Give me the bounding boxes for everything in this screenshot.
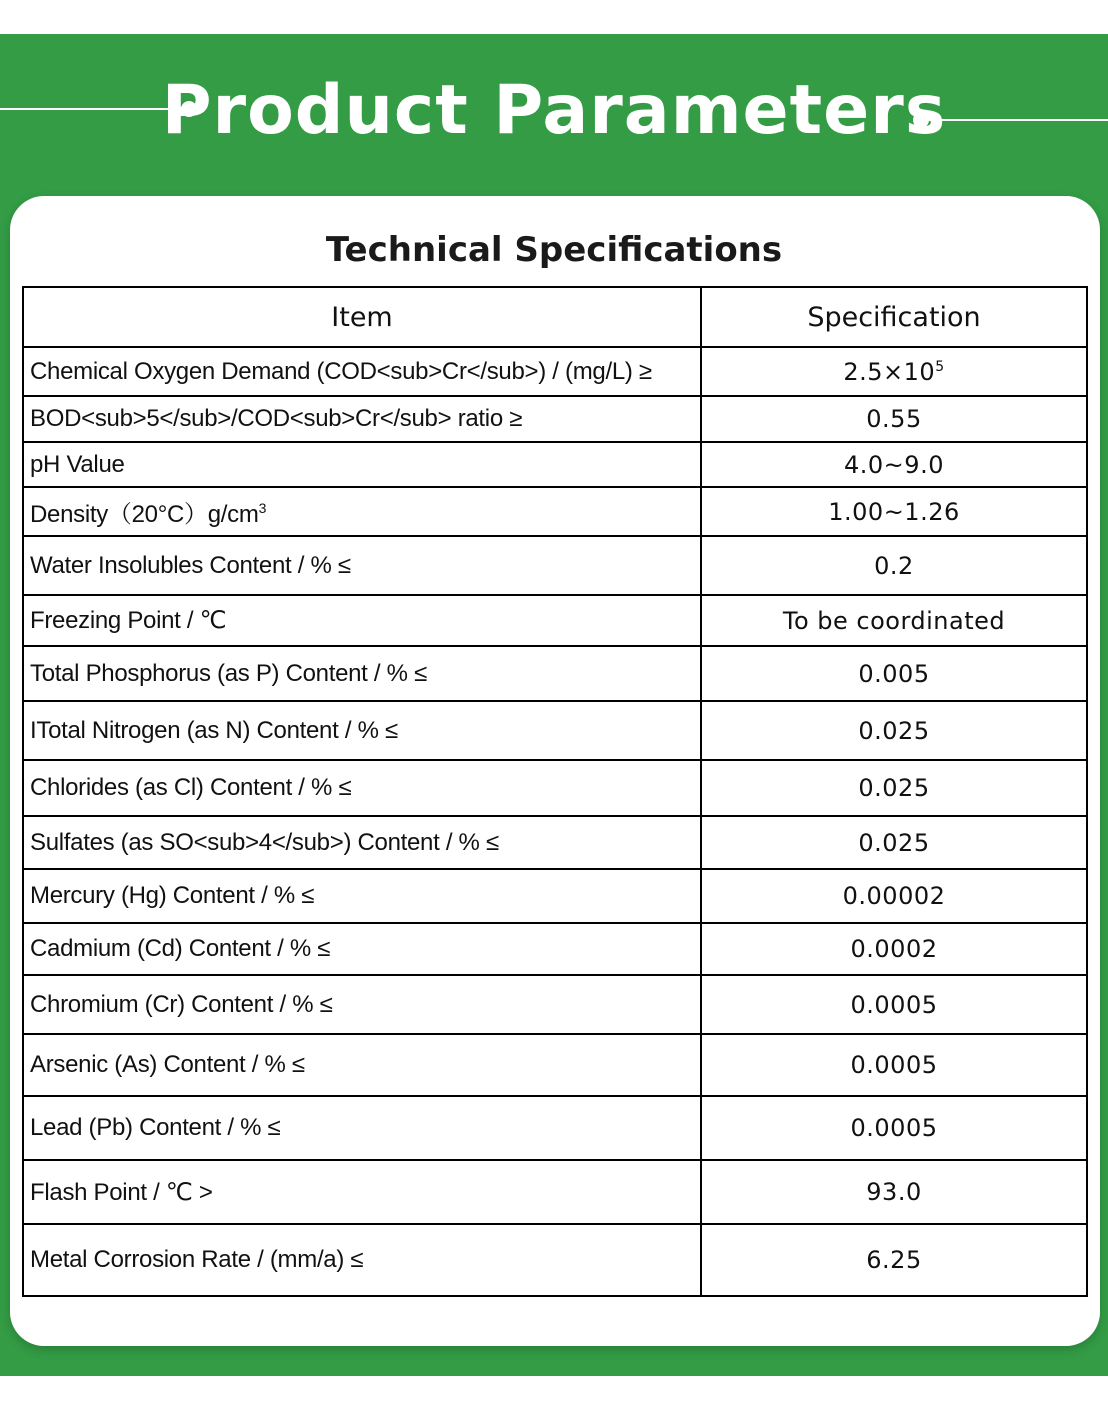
row-item-bod-ratio: BOD<sub>5</sub>/COD<sub>Cr</sub> ratio ≥ (23, 396, 701, 442)
column-header-item: Item (23, 287, 701, 347)
table-header-row (23, 287, 1087, 347)
row-spec-bod-ratio: 0.55 (701, 396, 1087, 442)
row-spec-cadmium: 0.0002 (701, 923, 1087, 975)
spec-table (22, 286, 1088, 1297)
row-spec-lead: 0.0005 (701, 1096, 1087, 1160)
row-spec-total-nitrogen: 0.025 (701, 701, 1087, 760)
table-row (23, 1224, 1087, 1296)
row-item-mercury: Mercury (Hg) Content / % ≤ (23, 869, 701, 923)
row-item-cod: Chemical Oxygen Demand (COD<sub>Cr</sub>) / (mg/L) ≥ (23, 347, 701, 396)
table-row (23, 646, 1087, 701)
table-row (23, 536, 1087, 595)
table-row (23, 487, 1087, 536)
page-title: Product Parameters (161, 71, 947, 150)
table-row (23, 595, 1087, 646)
row-item-sulfates: Sulfates (as SO<sub>4</sub>) Content / % ≤ (23, 816, 701, 869)
row-item-water-insolubles: Water Insolubles Content / % ≤ (23, 536, 701, 595)
row-item-flash-point: Flash Point / ℃ > (23, 1160, 701, 1224)
row-item-chromium: Chromium (Cr) Content / % ≤ (23, 975, 701, 1034)
table-row (23, 975, 1087, 1034)
row-spec-total-phosphorus: 0.005 (701, 646, 1087, 701)
row-item-total-nitrogen: ITotal Nitrogen (as N) Content / % ≤ (23, 701, 701, 760)
row-item-lead: Lead (Pb) Content / % ≤ (23, 1096, 701, 1160)
table-row (23, 396, 1087, 442)
row-item-ph: pH Value (23, 442, 701, 487)
table-row (23, 701, 1087, 760)
row-spec-metal-corrosion: 6.25 (701, 1224, 1087, 1296)
row-spec-chromium: 0.0005 (701, 975, 1087, 1034)
row-item-cadmium: Cadmium (Cd) Content / % ≤ (23, 923, 701, 975)
table-row (23, 816, 1087, 869)
table-row (23, 760, 1087, 816)
row-spec-chlorides: 0.025 (701, 760, 1087, 816)
table-row (23, 442, 1087, 487)
row-spec-mercury: 0.00002 (701, 869, 1087, 923)
row-spec-flash-point: 93.0 (701, 1160, 1087, 1224)
row-item-density (23, 487, 701, 536)
card-title: Technical Specifications (325, 230, 783, 270)
row-spec-arsenic: 0.0005 (701, 1034, 1087, 1096)
table-row (23, 869, 1087, 923)
row-spec-freezing-point: To be coordinated (701, 595, 1087, 646)
row-spec-ph: 4.0~9.0 (701, 442, 1087, 487)
row-spec-water-insolubles: 0.2 (701, 536, 1087, 595)
table-row (23, 1096, 1087, 1160)
row-item-metal-corrosion: Metal Corrosion Rate / (mm/a) ≤ (23, 1224, 701, 1296)
row-spec-cod-exponent: 5 (935, 358, 945, 375)
table-row (23, 1034, 1087, 1096)
row-item-arsenic: Arsenic (As) Content / % ≤ (23, 1034, 701, 1096)
row-item-density-exponent: 3 (258, 500, 267, 516)
table-row (23, 347, 1087, 396)
row-spec-sulfates: 0.025 (701, 816, 1087, 869)
column-header-specification: Specification (701, 287, 1087, 347)
row-spec-density: 1.00~1.26 (701, 487, 1087, 536)
row-spec-cod (701, 347, 1087, 396)
row-item-chlorides: Chlorides (as Cl) Content / % ≤ (23, 760, 701, 816)
table-row (23, 923, 1087, 975)
table-row (23, 1160, 1087, 1224)
row-spec-cod-base: 2.5×10 (843, 357, 936, 386)
row-item-freezing-point: Freezing Point / ℃ (23, 595, 701, 646)
row-item-density-base: Density（20°C）g/cm (30, 501, 259, 528)
row-item-total-phosphorus: Total Phosphorus (as P) Content / % ≤ (23, 646, 701, 701)
